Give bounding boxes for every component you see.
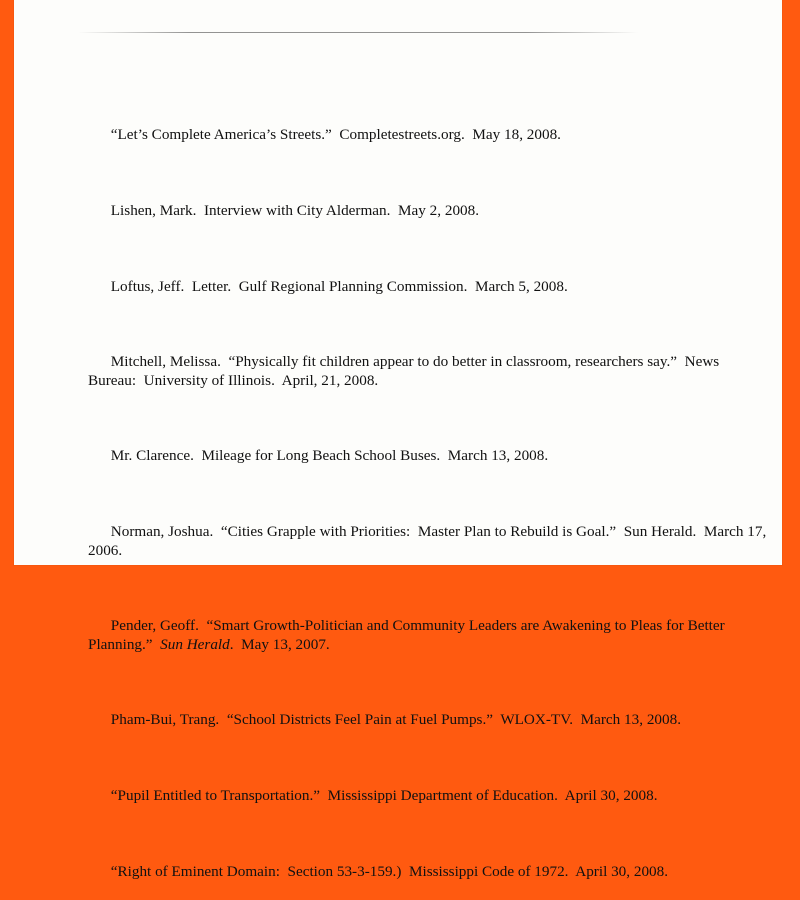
- reference-text: “Pupil Entitled to Transportation.” Mississippi Department of Education. April 30, 2008.: [110, 787, 658, 804]
- reference-entry: [48, 182, 748, 239]
- top-divider: [78, 32, 638, 33]
- reference-entry: [48, 427, 748, 484]
- reference-entry: [48, 106, 748, 163]
- reference-text: Mr. Clarence. Mileage for Long Beach School Buses. March 13, 2008.: [110, 447, 549, 464]
- reference-text: Norman, Joshua. “Cities Grapple with Priorities: Master Plan to Rebuild is Goal.” Sun Herald. March 17, 2006.: [88, 523, 771, 559]
- reference-text: . May 13, 2007.: [229, 636, 330, 653]
- reference-entry: [48, 843, 748, 900]
- reference-entry: [48, 691, 748, 748]
- reference-text: Pender, Geoff. “Smart Growth-Politician and Community Leaders are Awakening to Pleas for Better Planning.”: [88, 617, 729, 653]
- reference-publication: Sun Herald: [160, 636, 230, 653]
- reference-entry: [48, 597, 768, 673]
- reference-text: “Right of Eminent Domain: Section 53-3-159.) Mississippi Code of 1972. April 30, 2008.: [110, 863, 669, 880]
- reference-entry: [48, 333, 758, 409]
- reference-entry: [48, 258, 748, 315]
- reference-text: Lishen, Mark. Interview with City Alderman. May 2, 2008.: [110, 202, 480, 219]
- document-page: [14, 0, 782, 880]
- reference-list: [48, 106, 771, 900]
- reference-text: Loftus, Jeff. Letter. Gulf Regional Planning Commission. March 5, 2008.: [110, 278, 568, 295]
- reference-text: Pham-Bui, Trang. “School Districts Feel Pain at Fuel Pumps.” WLOX-TV. March 13, 2008.: [110, 711, 681, 728]
- reference-entry: [48, 503, 778, 579]
- reference-text: “Let’s Complete America’s Streets.” Completestreets.org. May 18, 2008.: [110, 126, 561, 143]
- reference-entry: [48, 767, 748, 824]
- reference-text: Mitchell, Melissa. “Physically fit children appear to do better in classroom, researchers say.” News Bureau: University of Illinois. April, 21, 2008.: [88, 353, 724, 389]
